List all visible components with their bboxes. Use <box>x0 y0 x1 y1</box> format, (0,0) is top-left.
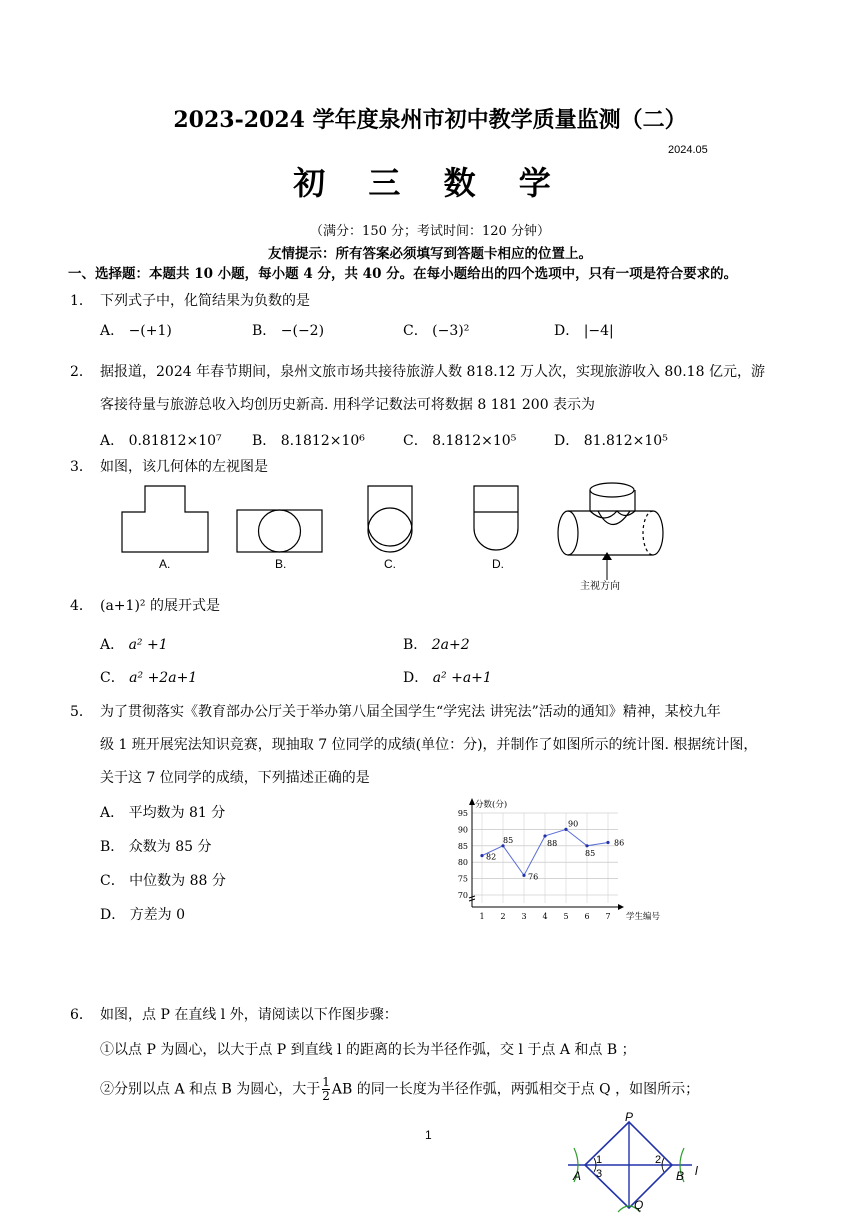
x-tick-label: 7 <box>605 912 611 921</box>
data-label: 82 <box>486 852 497 862</box>
option-d: D． 方差为 0 <box>100 907 186 923</box>
option-a: A． a² +1 <box>100 637 168 653</box>
y-tick-label: 85 <box>457 841 468 851</box>
option-c: C． 中位数为 88 分 <box>100 873 226 889</box>
line-l-label: l <box>695 1164 698 1178</box>
view-d-shape <box>474 486 518 550</box>
question-number: 1． <box>70 293 93 309</box>
x-axis-arrow <box>618 904 624 910</box>
question-text: 关于这 7 位同学的成绩，下列描述正确的是 <box>100 770 370 786</box>
option-a: A． 0.81812×10⁷ <box>100 433 222 449</box>
y-axis-label: 分数(分) <box>475 800 508 810</box>
point-p-label: P <box>625 1110 634 1124</box>
question-text: 据报道，2024 年春节期间，泉州文旅市场共接待旅游人数 818.12 万人次，实现旅游收入 80.18 亿元，游 <box>100 364 765 380</box>
data-point <box>543 834 546 837</box>
view-b-label: B. <box>275 557 287 571</box>
angle-1-label: 1 <box>596 1154 603 1166</box>
page-number: 1 <box>425 1128 432 1142</box>
construction-step-2: ②分别以点 A 和点 B 为圆心，大于 $\frac{1}{2}$ AB 的同一长度为半径作弧，两弧相交于点 Q ，如图所示； <box>100 1075 700 1103</box>
question-text: 客接待量与旅游总收入均创历史新高. 用科学记数法可将数据 8 181 200 表示为 <box>100 397 596 413</box>
question-number: 6． <box>70 1007 93 1023</box>
question-number: 4． <box>70 598 93 614</box>
subject-title: 初 三 数 学 <box>293 164 567 202</box>
exam-title: 2023-2024 学年度泉州市初中教学质量监测（二） <box>173 107 687 133</box>
data-point <box>606 841 609 844</box>
option-c: C． 8.1812×10⁵ <box>403 433 517 449</box>
data-point <box>585 844 588 847</box>
view-a-label: A. <box>159 557 171 571</box>
data-point <box>480 854 483 857</box>
y-tick-label: 70 <box>457 891 468 900</box>
point-q-label: Q <box>634 1198 644 1212</box>
question-number: 5． <box>70 704 93 720</box>
exam-date: 2024.05 <box>668 144 708 156</box>
view-direction-caption: 主视方向 <box>580 581 620 592</box>
section-heading: 一、选择题：本题共 10 小题，每小题 4 分，共 40 分。在每小题给出的四个选项中，只有一项是符合要求的。 <box>68 266 738 282</box>
question-text: 级 1 班开展宪法知识竞赛，现抽取 7 位同学的成绩(单位：分)，并制作了如图所示的统计图. 根据统计图， <box>100 737 758 753</box>
data-label: 76 <box>528 872 539 882</box>
question-text: (a+1)² 的展开式是 <box>100 598 220 614</box>
option-b: B． 2a+2 <box>403 637 470 653</box>
construction-step-1: ①以点 P 为圆心，以大于点 P 到直线 l 的距离的长为半径作弧，交 l 于点 A 和点 B ； <box>100 1042 636 1058</box>
data-label: 86 <box>614 838 625 848</box>
data-label: 85 <box>503 835 514 845</box>
view-c-shape <box>368 486 412 546</box>
option-d: D． |−4| <box>554 323 614 339</box>
score-line-chart <box>440 795 680 925</box>
point-a-label: A <box>573 1169 582 1183</box>
x-tick-label: 2 <box>500 912 506 921</box>
data-label: 88 <box>547 838 558 848</box>
question-number: 2． <box>70 364 93 380</box>
question-text: 为了贯彻落实《教育部办公厅关于举办第八届全国学生“学宪法 讲宪法”活动的通知》精神，某校九年 <box>100 704 721 720</box>
x-axis-label: 学生编号 <box>626 912 661 922</box>
solid-pipe-shape <box>558 483 663 555</box>
option-b: B． 众数为 85 分 <box>100 839 212 855</box>
view-d-label: D. <box>492 557 504 571</box>
option-c: C． (−3)² <box>403 323 470 339</box>
view-a-shape <box>122 486 208 552</box>
option-a: A． 平均数为 81 分 <box>100 805 226 821</box>
view-b-shape <box>237 510 322 552</box>
angle-2-label: 2 <box>655 1154 662 1166</box>
point-b-label: B <box>676 1169 685 1183</box>
view-c-label: C. <box>384 557 396 571</box>
x-tick-label: 6 <box>584 912 590 921</box>
option-d: D． 81.812×10⁵ <box>554 433 668 449</box>
y-tick-label: 80 <box>457 858 468 868</box>
option-a: A． −(+1) <box>100 323 172 339</box>
y-tick-label: 90 <box>457 825 468 835</box>
y-tick-label: 95 <box>457 809 468 818</box>
question-text: 下列式子中，化简结果为负数的是 <box>100 293 310 309</box>
option-b: B． −(−2) <box>252 323 325 339</box>
angle-3-label: 3 <box>596 1168 603 1180</box>
question-text: 如图，该几何体的左视图是 <box>100 459 268 475</box>
data-label: 85 <box>585 848 596 858</box>
y-tick-label: 75 <box>457 874 468 884</box>
option-c: C． a² +2a+1 <box>100 670 198 686</box>
question-number: 3． <box>70 459 93 475</box>
question-text: 如图，点 P 在直线 l 外，请阅读以下作图步骤： <box>100 1007 398 1023</box>
option-d: D． a² +a+1 <box>403 670 492 686</box>
data-label: 90 <box>568 819 579 829</box>
data-point <box>522 874 525 877</box>
exam-meta: （满分：150 分；考试时间：120 分钟） <box>310 224 550 239</box>
friendly-tip: 友情提示：所有答案必须填写到答题卡相应的位置上。 <box>268 246 592 262</box>
x-tick-label: 1 <box>479 912 485 921</box>
option-b: B． 8.1812×10⁶ <box>252 433 365 449</box>
x-tick-label: 3 <box>521 912 527 921</box>
x-tick-label: 5 <box>563 912 569 921</box>
x-tick-label: 4 <box>542 912 548 921</box>
